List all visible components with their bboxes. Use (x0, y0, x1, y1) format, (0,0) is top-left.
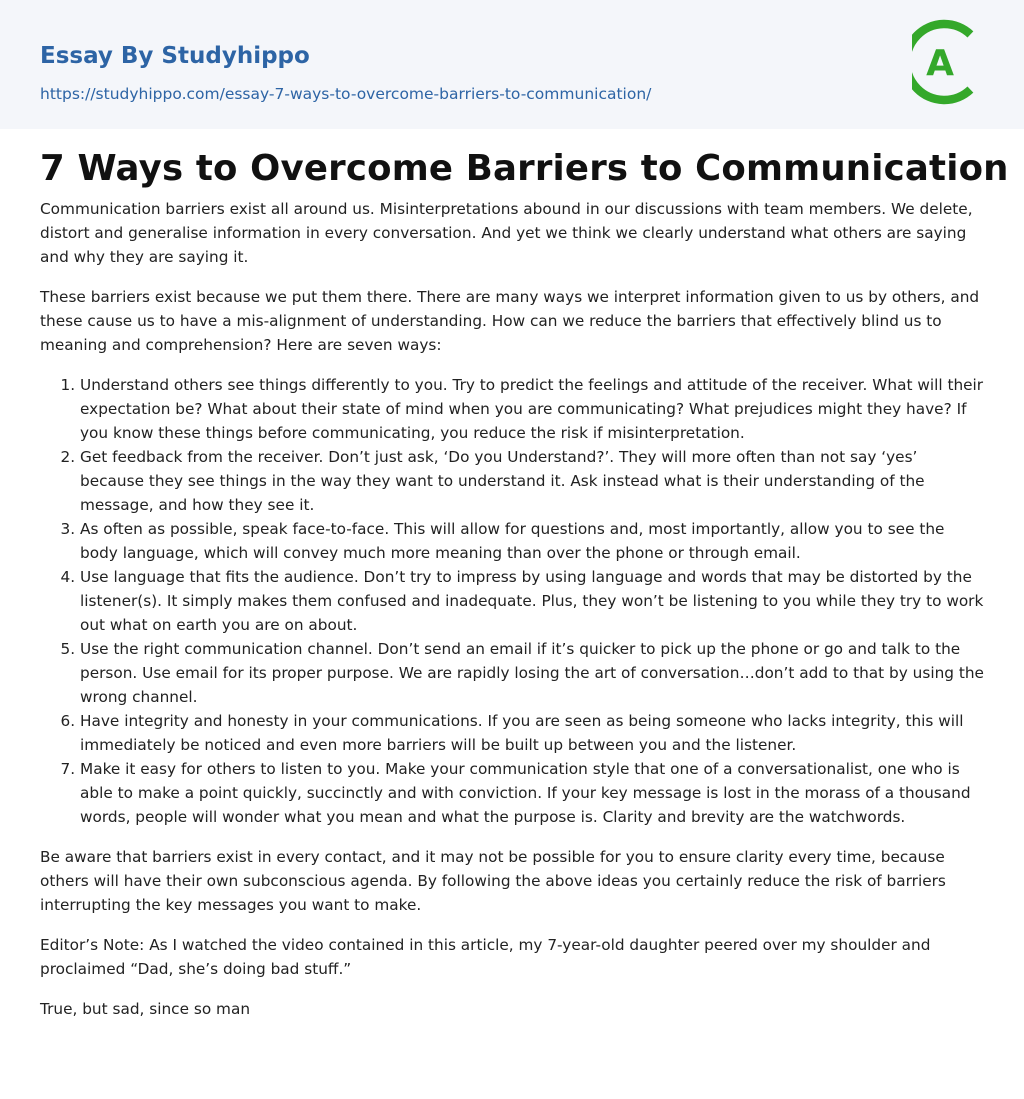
list-item: 6. Have integrity and honesty in your communications. If you are seen as being someone who lacks integrity, this will immediately be noticed and even more barriers will be built up between you and the listener. (80, 709, 984, 757)
list-item: 7. Make it easy for others to listen to you. Make your communication style that one of a conversationalist, one who is able to make a point quickly, succinctly and with conviction. If your key message is lost in the morass of a thousand words, people will wonder what you mean and what the purpose is. Clarity and brevity are the watchwords. (80, 757, 984, 829)
editor-note-paragraph: Editor’s Note: As I watched the video contained in this article, my 7-year-old daughter peered over my shoulder and proclaimed “Dad, she’s doing bad stuff.” (40, 936, 931, 978)
article-title: 7 Ways to Overcome Barriers to Communication (40, 148, 1009, 189)
svg-text:A: A (926, 43, 954, 84)
intro-paragraph: Communication barriers exist all around us. Misinterpretations abound in our discussions with team members. We delete, distort and generalise information in every conversation. And yet we think we clearly understand what others are saying and why they are saying it. (40, 200, 973, 266)
article-body (0, 147, 1024, 1021)
list-item: 5. Use the right communication channel. Don’t send an email if it’s quicker to pick up the phone or go and talk to the person. Use email for its proper purpose. We are rapidly losing the art of conversation…don’t add to that by using the wrong channel. (80, 637, 984, 709)
list-item: 4. Use language that fits the audience. Don’t try to impress by using language and words that may be distorted by the listener(s). It simply makes them confused and inadequate. Plus, they won’t be listening to you while they try to work out what on earth you are on about. (80, 565, 984, 637)
list-item: 3. As often as possible, speak face-to-face. This will allow for questions and, most importantly, allow you to see the body language, which will convey much more meaning than over the phone or through email. (80, 517, 984, 565)
list-item: 2. Get feedback from the receiver. Don’t just ask, ‘Do you Understand?’. They will more often than not say ‘yes’ because they see things in the way they want to understand it. Ask instead what is their understanding of the message, and how they see it. (80, 445, 984, 517)
list-item: 1. Understand others see things differently to you. Try to predict the feelings and attitude of the receiver. What will their expectation be? What about their state of mind when you are communicating? What prejudices might they have? If you know these things before communicating, you reduce the risk if misinterpretation. (80, 373, 984, 445)
closing-paragraph: Be aware that barriers exist in every contact, and it may not be possible for you to ensure clarity every time, because others will have their own subconscious agenda. By following the above ideas you certainly reduce the risk of barriers interrupting the key messages you want to make. (40, 848, 946, 914)
site-header (0, 0, 1024, 129)
studyhippo-logo-icon[interactable] (912, 18, 988, 106)
seven-ways-list (40, 373, 984, 829)
intro-paragraph: These barriers exist because we put them there. There are many ways we interpret information given to us by others, and these cause us to have a mis-alignment of understanding. How can we reduce the barriers that effectively blind us to meaning and comprehension? Here are seven ways: (40, 288, 980, 354)
site-brand[interactable]: Essay By Studyhippo (40, 43, 310, 69)
essay-url-link[interactable]: https://studyhippo.com/essay-7-ways-to-overcome-barriers-to-communication/ (40, 85, 652, 103)
truncated-paragraph: True, but sad, since so man (40, 1000, 251, 1018)
